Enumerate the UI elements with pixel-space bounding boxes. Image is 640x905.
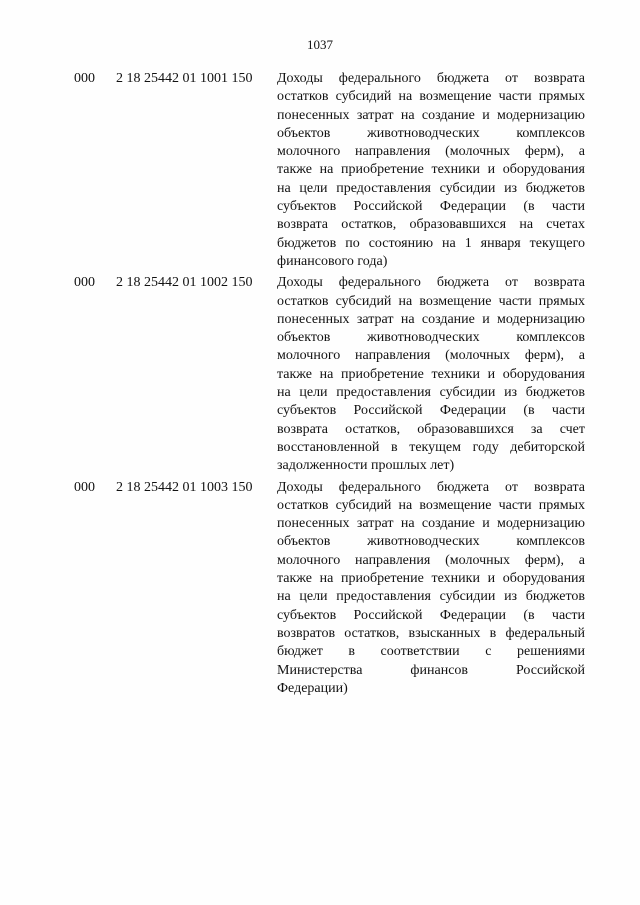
- description-line: также на приобретение техники и оборудования: [277, 162, 585, 178]
- description-line: возвратов остатков, взысканных в федеральный: [277, 625, 585, 641]
- description-line: на цели предоставления субсидии из бюджетов: [277, 589, 585, 605]
- description-line: субъектов Российской Федерации (в части: [277, 199, 585, 215]
- admin-code: 000: [74, 275, 95, 291]
- description-line: понесенных затрат на создание и модернизацию: [277, 107, 585, 123]
- description-line: на цели предоставления субсидии из бюджетов: [277, 180, 585, 196]
- description-line: бюджетов по состоянию на 1 января текущего: [277, 235, 585, 251]
- description-line: объектов животноводческих комплексов: [277, 330, 585, 346]
- description-line: Федерации): [277, 680, 348, 696]
- budget-classification-code: 2 18 25442 01 1003 150: [116, 479, 253, 495]
- description-line: на цели предоставления субсидии из бюджетов: [277, 385, 585, 401]
- description-line: задолженности прошлых лет): [277, 458, 455, 474]
- entry-description: [277, 274, 585, 475]
- description-line: понесенных затрат на создание и модернизацию: [277, 311, 585, 327]
- entry-description: [277, 70, 585, 271]
- budget-entry: [0, 274, 640, 475]
- description-line: возврата остатков, образовавшихся за счет: [277, 421, 585, 437]
- budget-entries-list: [0, 70, 640, 701]
- description-line: объектов животноводческих комплексов: [277, 125, 585, 141]
- description-line: также на приобретение техники и оборудования: [277, 571, 585, 587]
- description-line: молочного направления (молочных ферм), а: [277, 552, 585, 568]
- description-line: возврата остатков, образовавшихся на счетах: [277, 217, 585, 233]
- description-line: молочного направления (молочных ферм), а: [277, 348, 585, 364]
- description-line: остатков субсидий на возмещение части прямых: [277, 293, 585, 309]
- description-line: остатков субсидий на возмещение части прямых: [277, 89, 585, 105]
- description-line: субъектов Российской Федерации (в части: [277, 607, 585, 623]
- budget-entry: [0, 479, 640, 699]
- admin-code: 000: [74, 71, 95, 86]
- description-line: также на приобретение техники и оборудования: [277, 366, 585, 382]
- description-line: бюджет в соответствии с решениями: [277, 644, 585, 660]
- description-line: объектов животноводческих комплексов: [277, 534, 585, 550]
- description-line: Доходы федерального бюджета от возврата: [277, 275, 585, 291]
- description-line: остатков субсидий на возмещение части прямых: [277, 497, 585, 513]
- description-line: субъектов Российской Федерации (в части: [277, 403, 585, 419]
- description-line: молочного направления (молочных ферм), а: [277, 144, 585, 160]
- description-line: Доходы федерального бюджета от возврата: [277, 71, 585, 86]
- admin-code: 000: [74, 479, 95, 495]
- description-line: Министерства финансов Российской: [277, 662, 585, 678]
- page-number: 1037: [307, 37, 333, 52]
- description-line: Доходы федерального бюджета от возврата: [277, 479, 585, 495]
- description-line: финансового года): [277, 253, 388, 269]
- budget-classification-code: 2 18 25442 01 1002 150: [116, 275, 253, 291]
- budget-entry: [0, 70, 640, 271]
- description-line: восстановленной в текущем году дебиторской: [277, 439, 585, 455]
- entry-description: [277, 479, 585, 699]
- description-line: понесенных затрат на создание и модернизацию: [277, 516, 585, 532]
- budget-classification-code: 2 18 25442 01 1001 150: [116, 71, 253, 86]
